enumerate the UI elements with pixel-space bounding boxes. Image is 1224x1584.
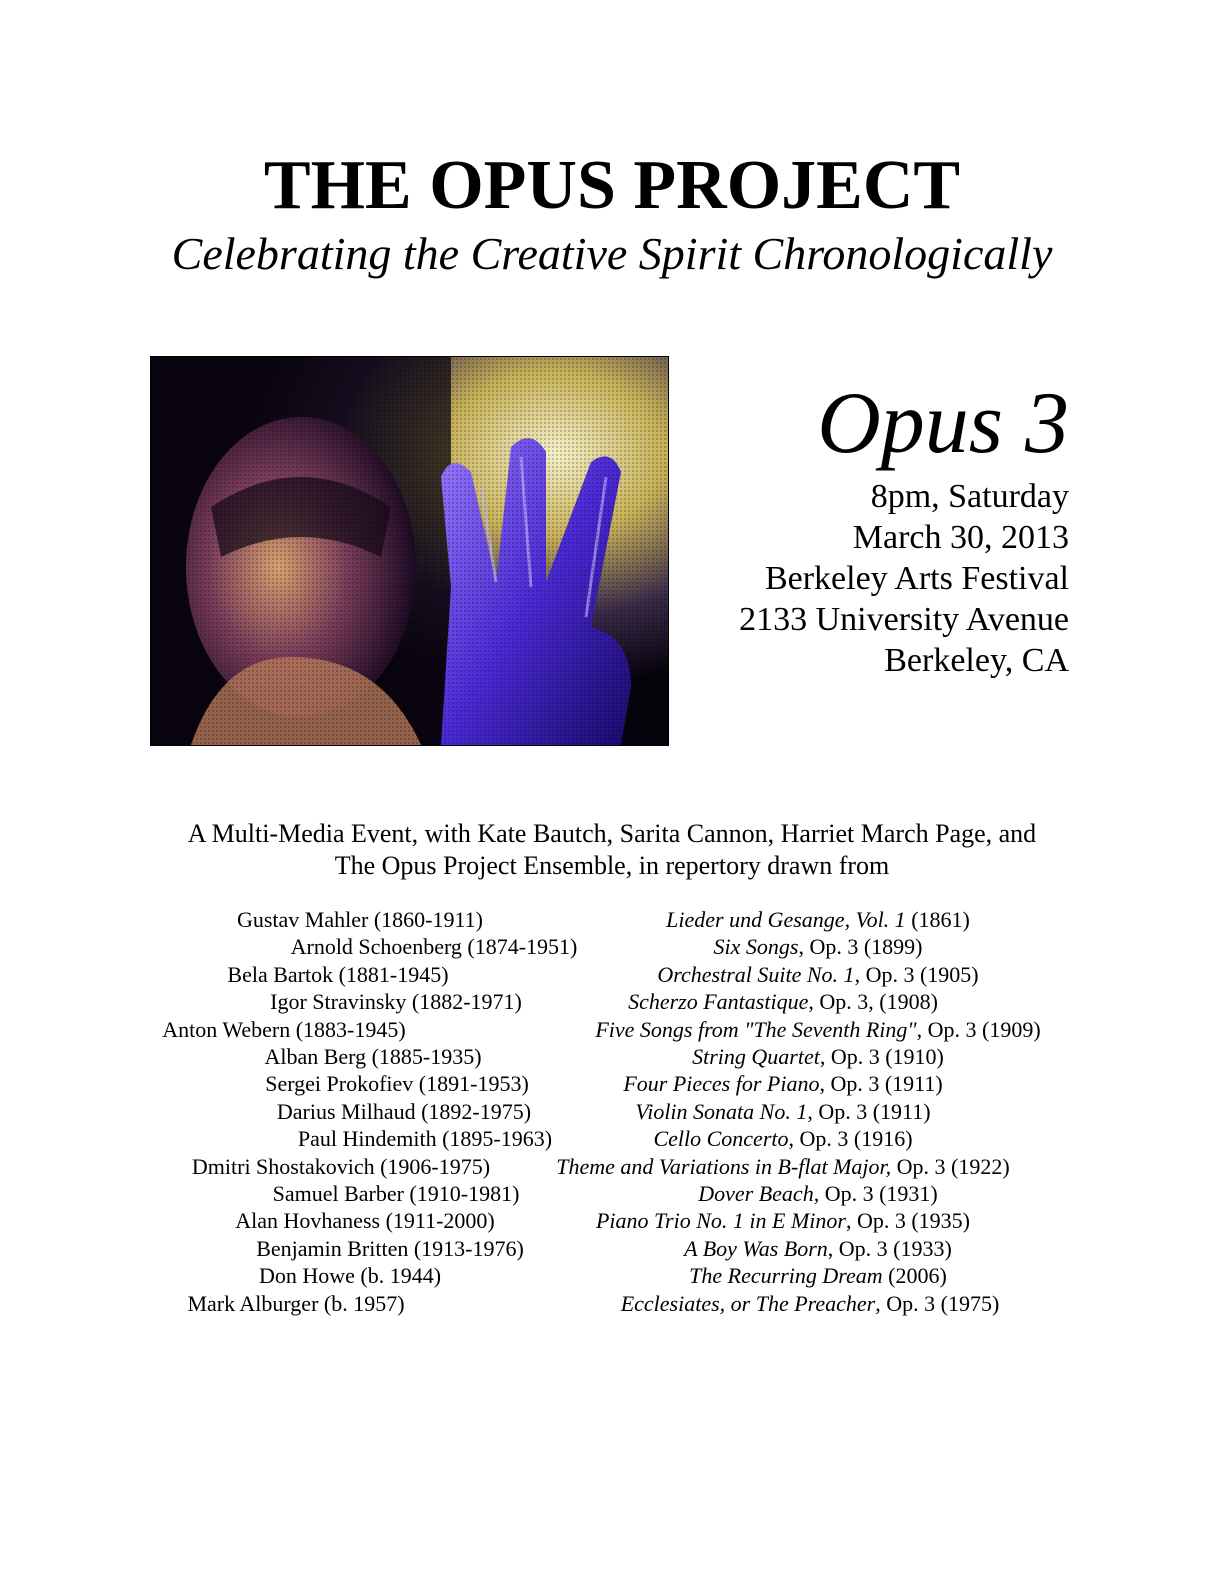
repertory-row <box>0 1207 1224 1234</box>
intro-line: A Multi-Media Event, with Kate Bautch, Sarita Cannon, Harriet March Page, and <box>187 819 1037 848</box>
work-detail: , Op. 3 (1935) <box>845 1208 971 1234</box>
event-date: March 30, 2013 <box>852 519 1069 556</box>
work-detail: , Op. 3 (1899) <box>798 934 923 960</box>
work-entry <box>628 988 938 1015</box>
work-detail: , Op. 3 (1911) <box>819 1071 943 1097</box>
event-venue: Berkeley Arts Festival <box>764 560 1069 597</box>
work-title: Piano Trio No. 1 in E Minor <box>595 1208 846 1234</box>
composer-name: Gustav Mahler (1860-1911) <box>236 907 484 932</box>
repertory-row <box>0 933 1224 960</box>
repertory-row <box>0 1125 1224 1152</box>
work-detail: (2006) <box>882 1263 947 1289</box>
event-name: Opus 3 <box>817 375 1069 472</box>
work-detail: Op. 3 (1922) <box>891 1153 1010 1179</box>
work-title: A Boy Was Born <box>684 1235 828 1261</box>
event-details <box>739 372 1069 681</box>
repertory-row <box>0 1262 1224 1289</box>
work-detail: Op. 3 (1910) <box>825 1044 944 1069</box>
work-entry <box>595 1016 1040 1043</box>
work-title: Six Songs <box>713 934 799 960</box>
event-intro <box>0 818 1224 882</box>
page-title: THE OPUS PROJECT <box>263 147 961 224</box>
work-entry <box>666 906 970 933</box>
repertory-row <box>0 961 1224 988</box>
work-entry <box>684 1235 952 1262</box>
work-entry <box>653 1125 912 1152</box>
repertory-row <box>0 906 1224 933</box>
work-title: Four Pieces for Piano <box>623 1071 820 1097</box>
repertory-row <box>0 1290 1224 1317</box>
work-title: The Recurring Dream <box>689 1263 883 1289</box>
composer-name: Anton Webern (1883-1945) <box>162 1016 406 1042</box>
work-title: Ecclesiates, or The Preacher <box>620 1290 876 1316</box>
work-detail: , Op. 3 (1975) <box>875 1290 1000 1316</box>
composer-name: Mark Alburger (b. 1957) <box>187 1290 405 1316</box>
work-detail: , Op. 3 (1916) <box>788 1126 913 1152</box>
work-title: String Quartet, <box>692 1044 826 1069</box>
work-detail: , Op. 3 (1905) <box>854 961 979 987</box>
work-title: Five Songs from "The Seventh Ring", <box>595 1016 923 1042</box>
work-detail: , Op. 3 (1933) <box>827 1235 952 1261</box>
composer-name: Samuel Barber (1910-1981) <box>272 1181 520 1206</box>
work-entry <box>596 1207 970 1234</box>
work-title: Violin Sonata No. 1 <box>635 1098 808 1124</box>
raised-hand-photo <box>150 356 669 746</box>
event-address: 2133 University Avenue <box>739 601 1069 638</box>
repertory-row <box>0 1180 1224 1207</box>
work-title: Lieder und Gesange, Vol. 1 <box>666 907 906 932</box>
intro-line: The Opus Project Ensemble, in repertory drawn from <box>334 851 890 880</box>
work-entry <box>621 1290 1000 1317</box>
composer-name: Darius Milhaud (1892-1975) <box>276 1098 532 1124</box>
repertory-row <box>0 1070 1224 1097</box>
event-time: 8pm, Saturday <box>870 478 1069 515</box>
page-subtitle: Celebrating the Creative Spirit Chronologically <box>171 228 1053 279</box>
event-city: Berkeley, CA <box>884 642 1069 679</box>
work-entry <box>698 1180 938 1207</box>
repertory-row <box>0 1098 1224 1125</box>
repertory-row <box>0 1016 1224 1043</box>
repertory-row <box>0 1235 1224 1262</box>
composer-name: Dmitri Shostakovich (1906-1975) <box>191 1153 491 1179</box>
work-title: Scherzo Fantastique <box>628 989 809 1015</box>
work-detail: , Op. 3, (1908) <box>808 989 938 1015</box>
composer-name: Benjamin Britten (1913-1976) <box>256 1235 524 1261</box>
composer-name: Don Howe (b. 1944) <box>258 1263 442 1289</box>
composer-name: Bela Bartok (1881-1945) <box>227 961 449 987</box>
work-detail: , Op. 3 (1911) <box>807 1098 931 1124</box>
composer-name: Sergei Prokofiev (1891-1953) <box>265 1071 529 1097</box>
repertory-row <box>0 1043 1224 1070</box>
work-title: Dover Beach <box>698 1181 814 1206</box>
work-title: Cello Concerto <box>653 1126 789 1152</box>
work-title: Theme and Variations in B-flat Major, <box>556 1153 892 1179</box>
work-entry <box>556 1153 1009 1180</box>
work-title: Orchestral Suite No. 1 <box>657 961 855 987</box>
composer-name: Arnold Schoenberg (1874-1951) <box>290 934 578 960</box>
work-entry <box>689 1262 947 1289</box>
work-detail: Op. 3 (1909) <box>922 1016 1041 1042</box>
composer-name: Igor Stravinsky (1882-1971) <box>270 989 522 1015</box>
composer-name: Alan Hovhaness (1911-2000) <box>235 1208 495 1234</box>
repertory-row <box>0 988 1224 1015</box>
composer-name: Paul Hindemith (1895-1963) <box>297 1126 553 1152</box>
work-entry <box>657 961 978 988</box>
work-entry <box>635 1098 930 1125</box>
work-entry <box>714 933 923 960</box>
composer-name: Alban Berg (1885-1935) <box>264 1044 482 1069</box>
work-detail: (1861) <box>905 907 970 932</box>
work-entry <box>692 1043 944 1070</box>
work-entry <box>623 1070 942 1097</box>
repertory-row <box>0 1153 1224 1180</box>
work-detail: , Op. 3 (1931) <box>813 1181 938 1206</box>
